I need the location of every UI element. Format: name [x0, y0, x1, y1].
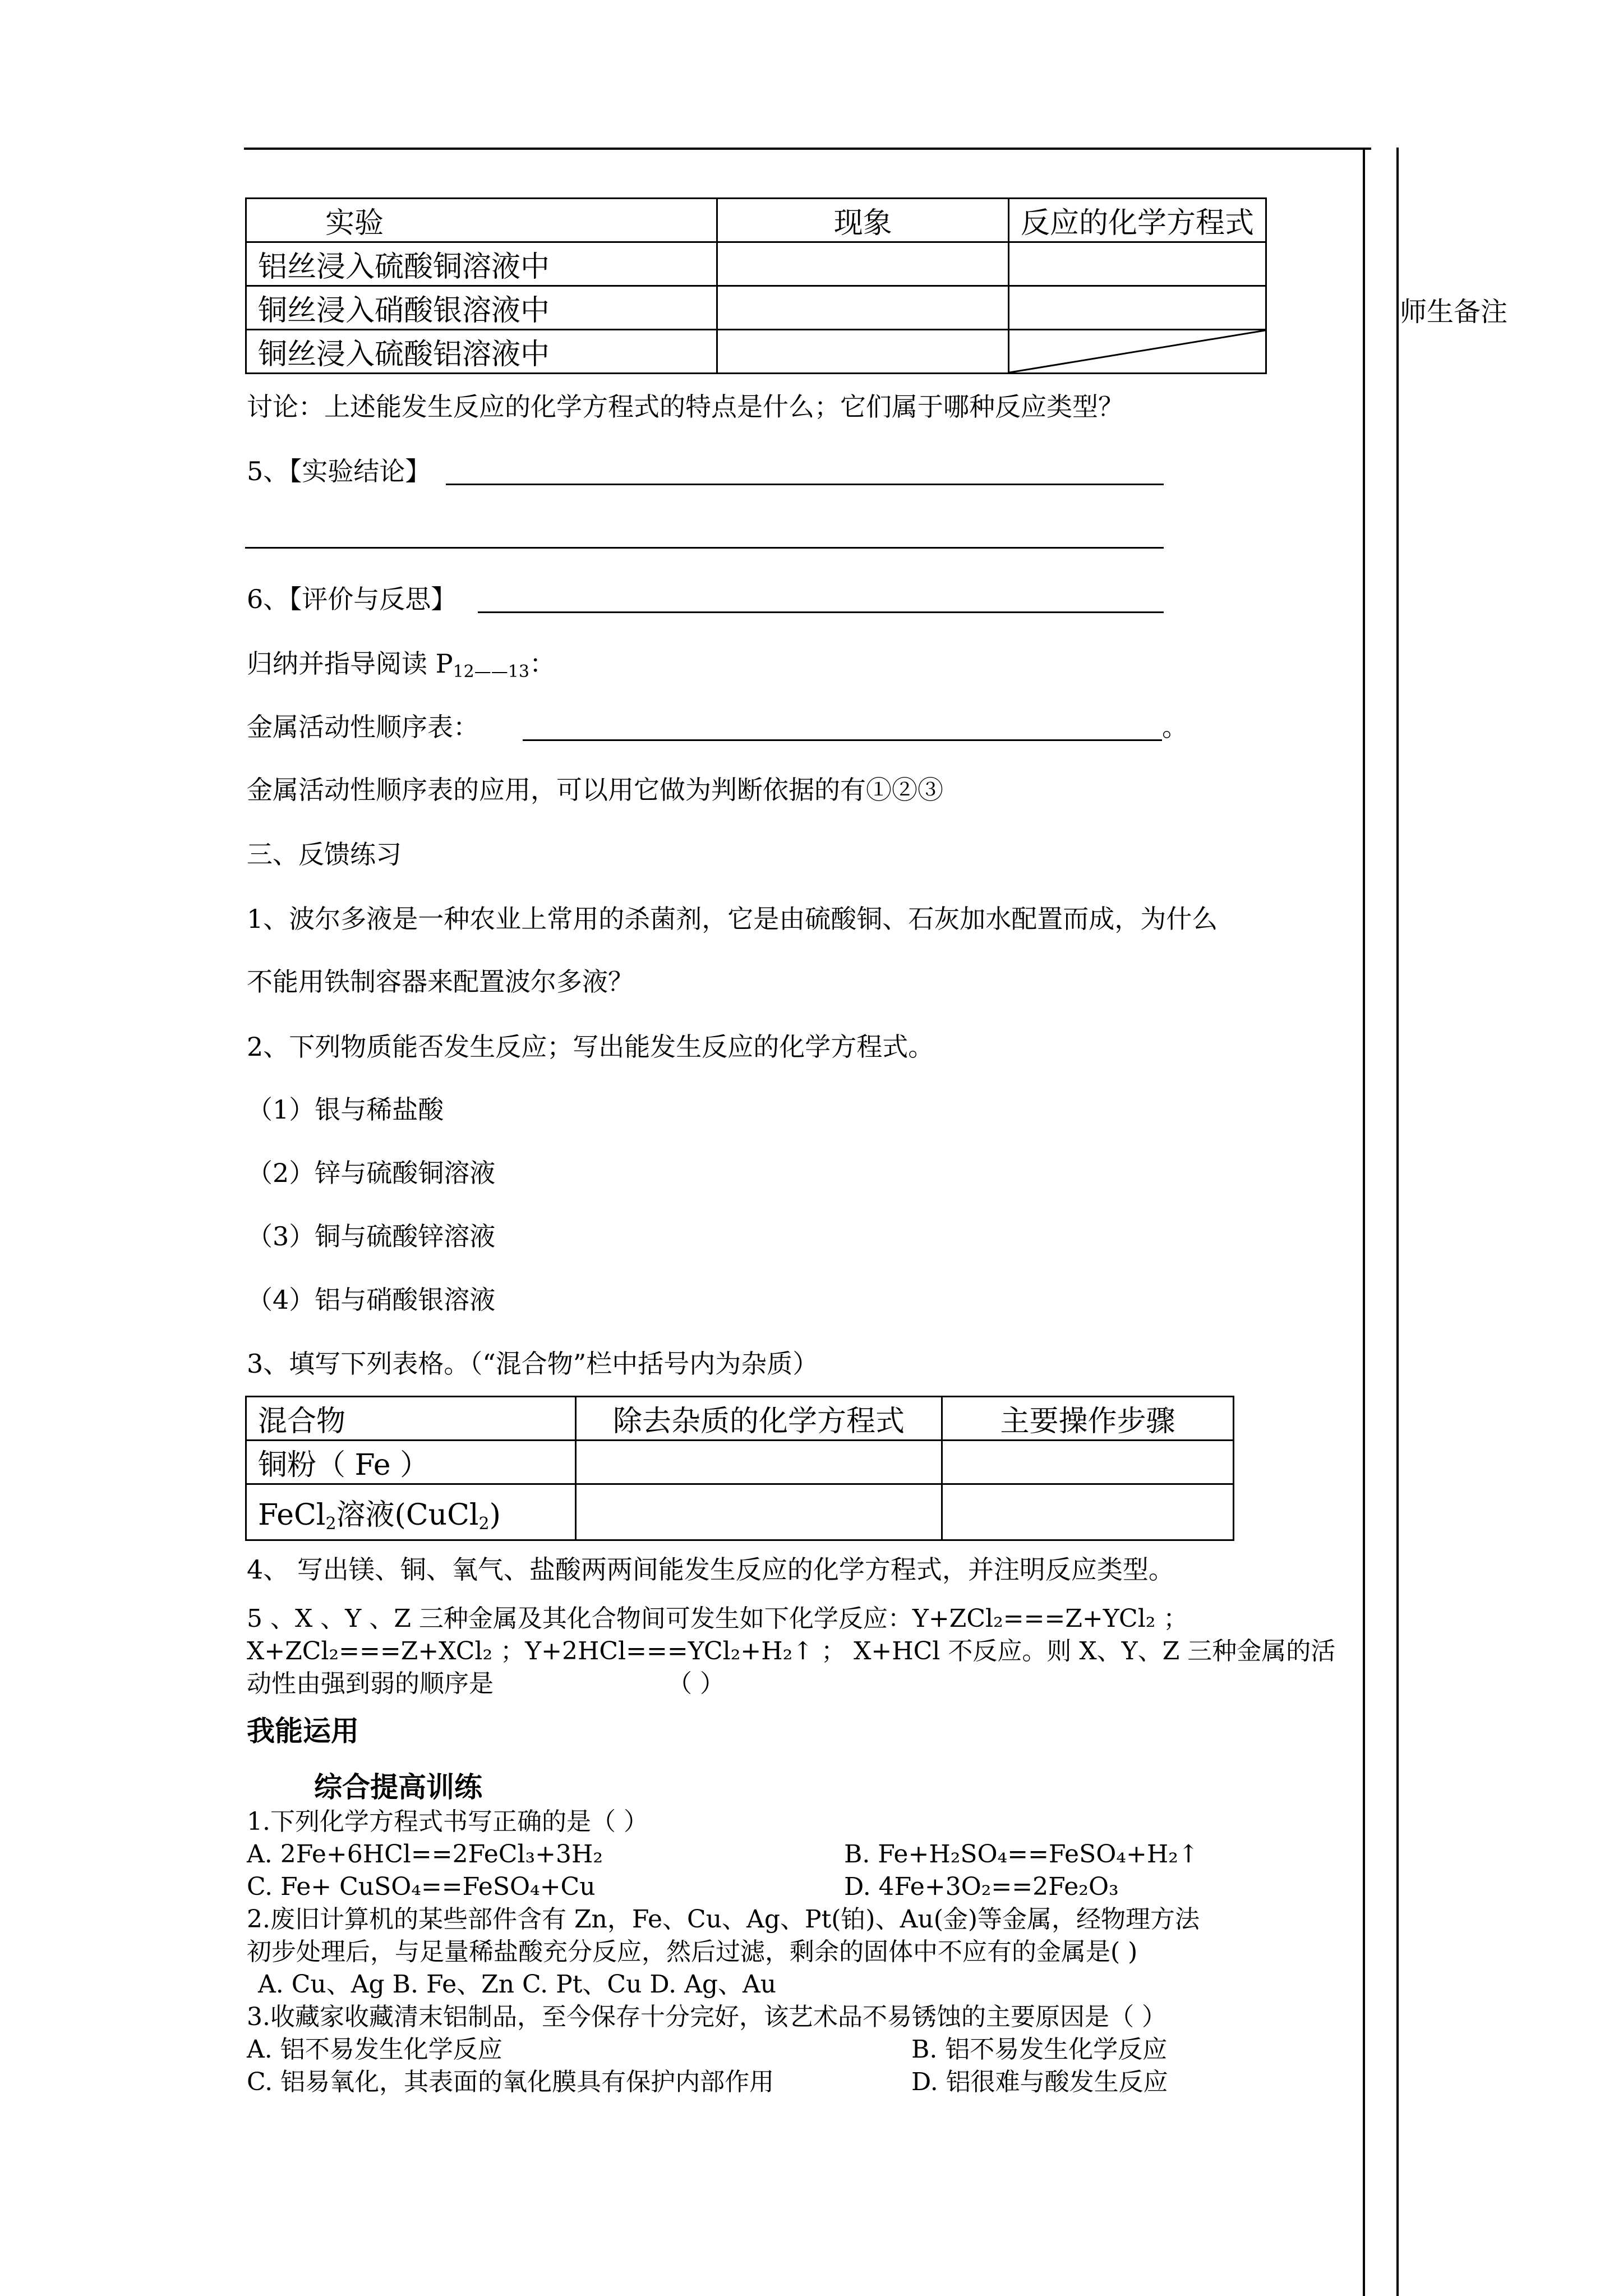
- activity-table-answer-line[interactable]: [523, 739, 1162, 741]
- mc-question-1-option-a[interactable]: A. 2Fe+6HCl==2FeCl₃+3H₂: [247, 1840, 603, 1869]
- question-5-line-1: 5 、X 、Y 、Z 三种金属及其化合物间可发生如下化学反应：Y+ZCl₂===Z+YCl₂ ；: [247, 1604, 1188, 1633]
- question-4: 4、 写出镁、铜、氧气、盐酸两两间能发生反应的化学方程式，并注明反应类型。: [247, 1554, 1174, 1585]
- table1-row3-phenomenon[interactable]: [717, 330, 1009, 374]
- table2-row2-mixture: FeCl$_2$溶液(CuCl$_2$): [246, 1484, 576, 1540]
- guide-reading-pages: 12——13: [453, 662, 529, 682]
- top-rule: [244, 148, 1371, 150]
- table1-row2-phenomenon[interactable]: [717, 286, 1009, 330]
- question-3: 3、填写下列表格。（“混合物”栏中括号内为杂质）: [247, 1349, 819, 1379]
- question-5-line-2: X+ZCl₂===Z+XCl₂ ；Y+2HCl===YCl₂+H₂↑ ； X+HCl 不反应。则 X、Y、Z 三种金属的活: [247, 1637, 1336, 1665]
- mc-question-1-option-c[interactable]: C. Fe+ CuSO₄==FeSO₄+Cu: [247, 1872, 596, 1901]
- activity-table-label: 金属活动性顺序表：: [247, 712, 479, 742]
- table1-row1-phenomenon[interactable]: [717, 242, 1009, 286]
- table2-header-mixture: 混合物: [246, 1397, 576, 1441]
- table2-row2-steps[interactable]: [942, 1484, 1234, 1540]
- guide-reading-text: 归纳并指导阅读 P: [247, 648, 453, 679]
- right-border-inner: [1363, 148, 1365, 2296]
- table2-header-steps: 主要操作步骤: [942, 1397, 1234, 1441]
- table1-row2-equation[interactable]: [1008, 286, 1266, 330]
- diagonal-strike: [1009, 330, 1265, 372]
- question-1-line-1: 1、波尔多液是一种农业上常用的杀菌剂，它是由硫酸铜、石灰加水配置而成，为什么: [247, 904, 1218, 934]
- conclusion-answer-line-2[interactable]: [245, 547, 1164, 549]
- question-2-item-1: （1）银与稀盐酸: [247, 1094, 444, 1125]
- table1-row1-equation[interactable]: [1008, 242, 1266, 286]
- reflection-label: 6、【评价与反思】: [247, 584, 457, 614]
- mc-question-1-option-b[interactable]: B. Fe+H₂SO₄==FeSO₄+H₂↑: [844, 1840, 1199, 1869]
- table1-row2-experiment: 铜丝浸入硝酸银溶液中: [246, 286, 717, 330]
- mc-question-1-stem: 1.下列化学方程式书写正确的是（ ）: [247, 1807, 648, 1836]
- mc-question-3-stem: 3.收藏家收藏清末铝制品，至今保存十分完好，该艺术品不易锈蚀的主要原因是（ ）: [247, 2003, 1166, 2031]
- table2-row2-equation[interactable]: [576, 1484, 942, 1540]
- question-2-item-3: （3）铜与硫酸锌溶液: [247, 1221, 496, 1251]
- conclusion-label: 5、【实验结论】: [247, 456, 431, 486]
- table1-row3-equation: [1008, 330, 1266, 374]
- mc-question-3-option-a[interactable]: A. 铝不易发生化学反应: [247, 2035, 502, 2064]
- mc-question-2-options[interactable]: A. Cu、Ag B. Fe、Zn C. Pt、Cu D. Ag、Au: [258, 1970, 777, 1999]
- right-border-outer: [1396, 148, 1399, 2296]
- question-2-item-2: （2）锌与硫酸铜溶液: [247, 1158, 496, 1188]
- table2-row2-part-c: ): [489, 1498, 501, 1532]
- reflection-answer-line[interactable]: [478, 611, 1164, 613]
- mixture-table: [245, 1396, 1234, 1541]
- question-1-line-2: 不能用铁制容器来配置波尔多液？: [247, 967, 634, 997]
- activity-table-end: 。: [1162, 712, 1188, 742]
- activity-application: 金属活动性顺序表的应用，可以用它做为判断依据的有①②③: [247, 775, 943, 805]
- mc-question-3-option-d[interactable]: D. 铝很难与酸发生反应: [911, 2068, 1168, 2096]
- guide-reading: [247, 648, 555, 688]
- mc-question-3-option-c[interactable]: C. 铝易氧化，其表面的氧化膜具有保护内部作用: [247, 2068, 774, 2096]
- discussion-text: 讨论：上述能发生反应的化学方程式的特点是什么；它们属于哪种反应类型？: [247, 392, 1124, 422]
- mc-question-3-option-b[interactable]: B. 铝不易发生化学反应: [911, 2035, 1168, 2064]
- experiment-table: [245, 197, 1267, 374]
- mc-question-2-line-2: 初步处理后，与足量稀盐酸充分反应，然后过滤，剩余的固体中不应有的金属是( ): [247, 1938, 1138, 1966]
- side-note: 师生备注: [1400, 296, 1508, 328]
- table2-row1-mixture: 铜粉（ Fe ）: [246, 1441, 576, 1484]
- table1-header-phenomenon: 现象: [717, 199, 1009, 242]
- question-5-answer-paren[interactable]: （ ）: [667, 1669, 725, 1698]
- table2-row1-steps[interactable]: [942, 1441, 1234, 1484]
- table1-row3-experiment: 铜丝浸入硫酸铝溶液中: [246, 330, 717, 374]
- question-2-item-4: （4）铝与硝酸银溶液: [247, 1285, 496, 1315]
- heading-i-can-apply: 我能运用: [247, 1715, 359, 1747]
- guide-reading-end: ：: [529, 648, 555, 679]
- mc-question-1-option-d[interactable]: D. 4Fe+3O₂==2Fe₂O₃: [844, 1872, 1119, 1901]
- table1-row1-experiment: 铝丝浸入硫酸铜溶液中: [246, 242, 717, 286]
- table1-header-experiment: 实验: [246, 199, 717, 242]
- question-2: 2、下列物质能否发生反应；写出能发生反应的化学方程式。: [247, 1032, 934, 1062]
- table2-row2-part-b: 溶液(CuCl: [336, 1498, 479, 1532]
- mc-question-2-line-1: 2.废旧计算机的某些部件含有 Zn，Fe、Cu、Ag、Pt(铂)、Au(金)等金属，经物理方法: [247, 1905, 1200, 1934]
- table1-header-equation: 反应的化学方程式: [1008, 199, 1266, 242]
- section-3-title: 三、反馈练习: [247, 839, 402, 869]
- heading-comprehensive-training: 综合提高训练: [314, 1771, 482, 1803]
- table2-header-equation: 除去杂质的化学方程式: [576, 1397, 942, 1441]
- conclusion-answer-line-1[interactable]: [446, 484, 1164, 485]
- table2-row2-part-a: FeCl: [258, 1498, 326, 1532]
- question-5-line-3: 动性由强到弱的顺序是: [247, 1669, 494, 1698]
- table2-row1-equation[interactable]: [576, 1441, 942, 1484]
